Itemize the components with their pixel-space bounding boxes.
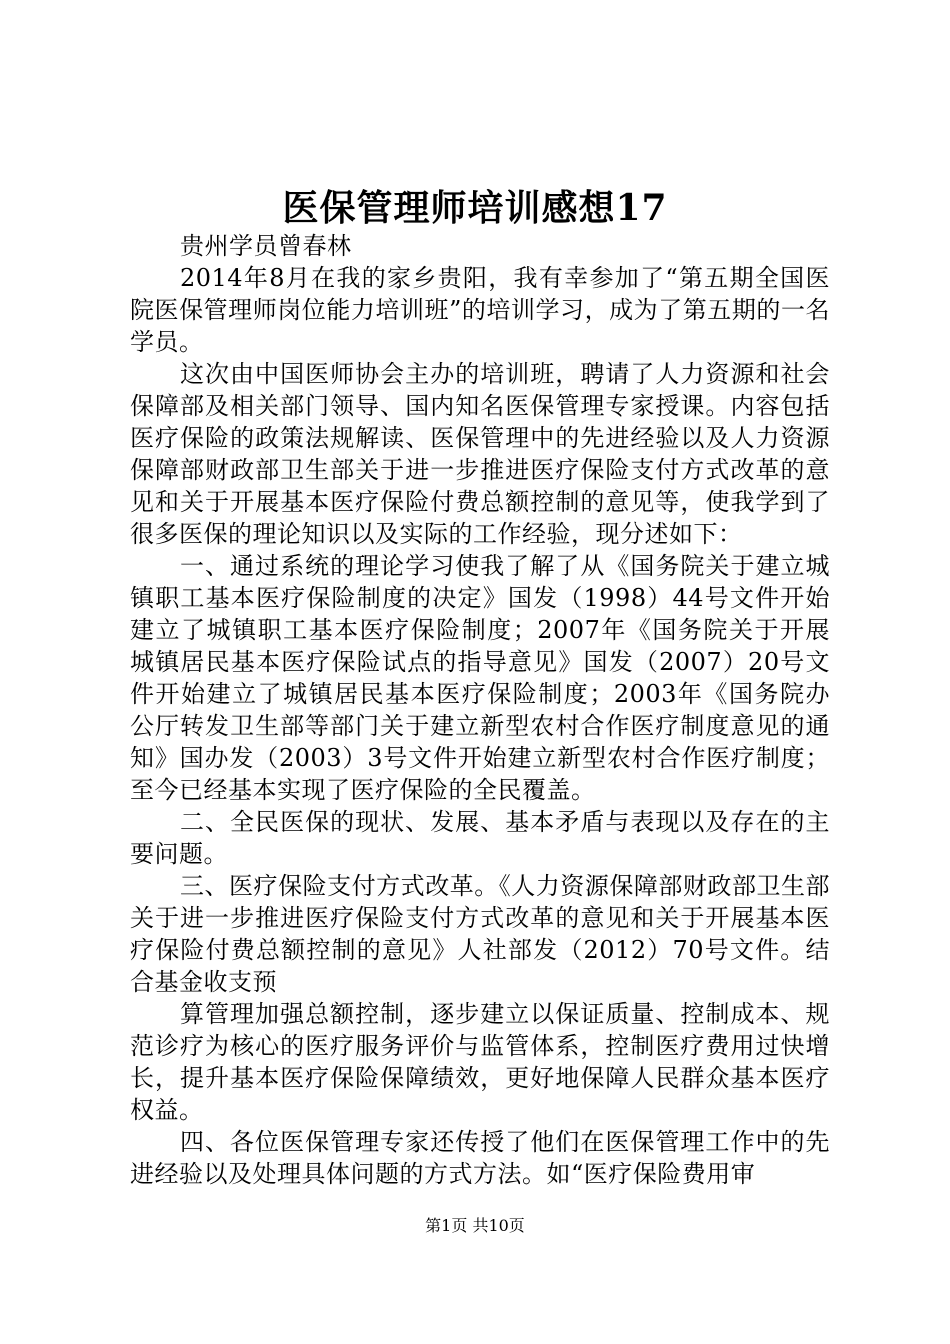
document-body (130, 230, 830, 1190)
body-paragraph: 2014年8月在我的家乡贵阳，我有幸参加了“第五期全国医院医保管理师岗位能力培训班”的培训学习，成为了第五期的一名学员。 (130, 264, 830, 356)
body-paragraph: 算管理加强总额控制，逐步建立以保证质量、控制成本、规范诊疗为核心的医疗服务评价与监管体系，控制医疗费用过快增长，提升基本医疗保险保障绩效，更好地保障人民群众基本医疗权益。 (130, 1000, 830, 1124)
author-line: 贵州学员曾春林 (180, 232, 352, 260)
body-paragraph: 四、各位医保管理专家还传授了他们在医保管理工作中的先进经验以及处理具体问题的方式方法。如“医疗保险费用审 (130, 1128, 830, 1188)
page-number-footer: 第1页 共10页 (425, 1216, 525, 1235)
body-paragraph: 这次由中国医师协会主办的培训班，聘请了人力资源和社会保障部及相关部门领导、国内知名医保管理专家授课。内容包括医疗保险的政策法规解读、医保管理中的先进经验以及人力资源保障部财政部卫生部关于进一步推进医疗保险支付方式改革的意见和关于开展基本医疗保险付费总额控制的意见等，使我学到了很多医保的理论知识以及实际的工作经验，现分述如下： (130, 360, 830, 548)
body-paragraph: 三、医疗保险支付方式改革。《人力资源保障部财政部卫生部关于进一步推进医疗保险支付方式改革的意见和关于开展基本医疗保险付费总额控制的意见》人社部发（2012）70号文件。结合基金收支预 (130, 872, 830, 996)
body-paragraph: 二、全民医保的现状、发展、基本矛盾与表现以及存在的主要问题。 (130, 808, 830, 868)
document-title: 医保管理师培训感想17 (282, 187, 668, 229)
body-paragraph: 一、通过系统的理论学习使我了解了从《国务院关于建立城镇职工基本医疗保险制度的决定》国发（1998）44号文件开始建立了城镇职工基本医疗保险制度；2007年《国务院关于开展城镇居民基本医疗保险试点的指导意见》国发（2007）20号文件开始建立了城镇居民基本医疗保险制度；2003年《国务院办公厅转发卫生部等部门关于建立新型农村合作医疗制度意见的通知》国办发（2003）3号文件开始建立新型农村合作医疗制度；至今已经基本实现了医疗保险的全民覆盖。 (130, 552, 830, 804)
